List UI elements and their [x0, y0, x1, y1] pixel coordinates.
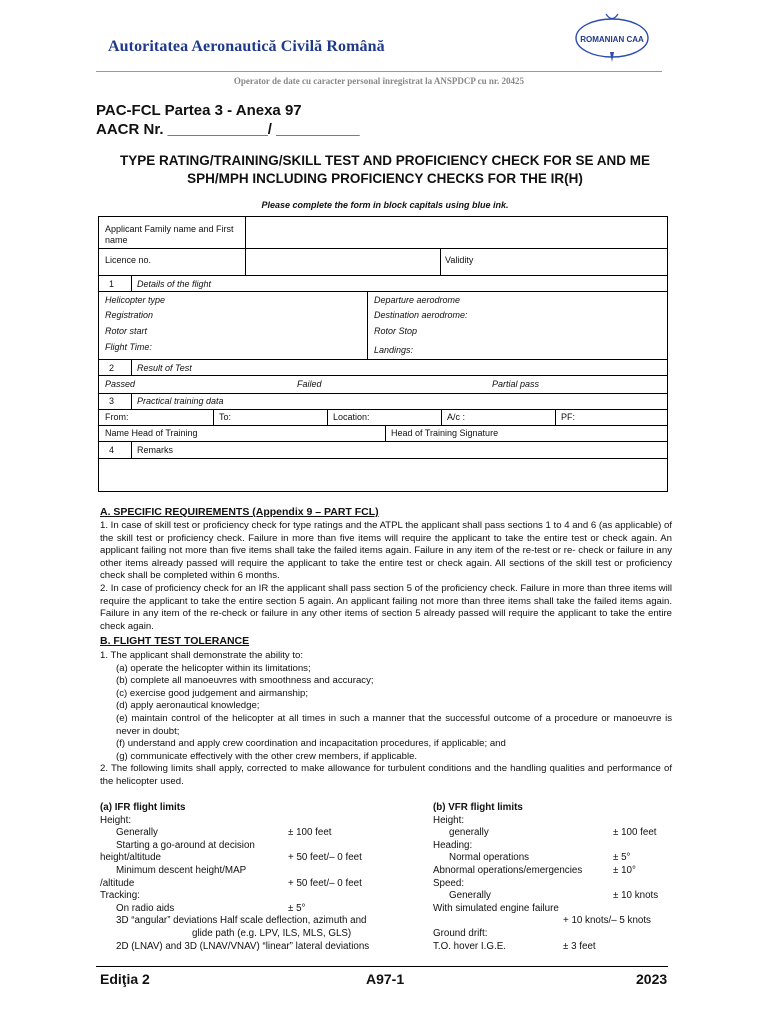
section-b-intro: 1. The applicant shall demonstrate the ability to:: [100, 650, 304, 661]
ifr-goaround-label: Starting a go-around at decision: [116, 839, 255, 851]
ifr-linear-label: 2D (LNAV) and 3D (LNAV/VNAV) “linear” lateral deviations: [116, 940, 370, 952]
title-line-2: SPH/MPH INCLUDING PROFICIENCY CHECKS FOR THE IR(H): [187, 171, 583, 186]
vfr-normal-ops-value: ± 5°: [613, 852, 631, 864]
ifr-generally-value: ± 100 feet: [288, 827, 332, 839]
section-3-title: Practical training data: [137, 396, 224, 406]
aircraft-label: A/c :: [447, 412, 466, 422]
to-label: To:: [219, 412, 232, 422]
tolerance-item-g: (g) communicate effectively with the other crew members, if applicable.: [116, 750, 418, 762]
validity-label: Validity: [445, 255, 474, 265]
helicopter-type-label: Helicopter type: [105, 295, 166, 305]
partial-pass-option[interactable]: Partial pass: [492, 379, 540, 389]
form-instruction: Please complete the form in block capitals using blue ink.: [261, 200, 509, 210]
vfr-abnormal-ops-label: Abnormal operations/emergencies: [433, 864, 583, 876]
passed-option[interactable]: Passed: [105, 379, 136, 389]
tolerance-item-c: (c) exercise good judgement and airmanship;: [116, 687, 308, 699]
document-code: PAC-FCL Partea 3 - Anexa 97: [96, 102, 302, 119]
section-4-number: 4: [109, 445, 115, 455]
page-title: [96, 152, 674, 188]
vfr-engine-failure-label: With simulated engine failure: [433, 902, 559, 914]
section-a-paragraph-1: 1. In case of skill test or proficiency check for type ratings and the ATPL the applicant shall pass sections 1 to 4 and 6 (as applicable) of the skill test or proficiency check. Failure in more than five items will require the applicant to take the entire test or check again. An applicant failing not more than five items shall take the failed items again. Failure in any item of the re-test or re- check or failure in any other items already passed will require the applicant to take the entire test or check again. All sections of the skill test or proficiency check shall be completed within 6 months.: [100, 520, 672, 582]
vfr-engine-failure-value: + 10 knots/– 5 knots: [563, 915, 651, 927]
tolerance-item-a: (a) operate the helicopter within its limitations;: [116, 662, 311, 674]
vfr-heading: (b) VFR flight limits: [433, 802, 523, 813]
location-label: Location:: [333, 412, 370, 422]
remarks-label: Remarks: [137, 445, 174, 455]
rotor-start-label: Rotor start: [105, 326, 148, 336]
section-b-paragraph-2: 2. The following limits shall apply, corrected to make allowance for turbulent conditions and the handling qualities and performance of the helicopter used.: [100, 763, 672, 787]
applicant-name-label: Applicant Family name and First name: [105, 224, 234, 245]
ifr-goaround-value: + 50 feet/– 0 feet: [288, 852, 362, 864]
tolerance-item-e: (e) maintain control of the helicopter at all times in such a manner that the successful outcome of a procedure or manoeuvre is never in doubt;: [116, 712, 672, 737]
from-label: From:: [105, 412, 129, 422]
aacr-number-line: AACR Nr. ____________/ __________: [96, 121, 360, 138]
section-3-number: 3: [109, 396, 115, 406]
edition-label: Ediţia 2: [100, 971, 150, 987]
ifr-height-label: Height:: [100, 814, 132, 826]
vfr-ground-drift-label: Ground drift:: [433, 927, 488, 939]
ifr-mdh-label-cont: /altitude: [100, 877, 135, 889]
section-2-title: Result of Test: [137, 363, 192, 373]
ifr-radio-aids-label: On radio aids: [116, 902, 175, 914]
pf-label: PF:: [561, 412, 576, 422]
vfr-generally-label: generally: [449, 827, 489, 839]
title-line-1: TYPE RATING/TRAINING/SKILL TEST AND PROFICIENCY CHECK FOR SE AND ME: [119, 153, 651, 168]
ifr-mdh-label: Minimum descent height/MAP: [116, 864, 247, 876]
vfr-normal-ops-label: Normal operations: [449, 852, 530, 864]
applicant-name-field[interactable]: [247, 218, 667, 247]
operator-note: Operator de date cu caracter personal înregistrat la ANSPDCP cu nr. 20425: [233, 76, 525, 86]
section-1-title: Details of the flight: [137, 279, 212, 289]
section-1-number: 1: [109, 279, 115, 289]
ifr-generally-label: Generally: [116, 827, 158, 839]
registration-label: Registration: [105, 310, 154, 320]
ifr-mdh-value: + 50 feet/– 0 feet: [288, 877, 362, 889]
failed-option[interactable]: Failed: [297, 379, 322, 389]
ifr-angular-label-cont: glide path (e.g. LPV, ILS, MLS, GLS): [192, 927, 352, 939]
ifr-limits: [100, 802, 424, 953]
tolerance-item-b: (b) complete all manoeuvres with smoothness and accuracy;: [116, 675, 374, 687]
section-a-body: [100, 520, 672, 633]
ifr-tracking-label: Tracking:: [100, 890, 140, 902]
organization-name: Autoritatea Aeronautică Civilă Română: [108, 38, 385, 55]
vfr-hover-label: T.O. hover I.G.E.: [433, 940, 506, 952]
head-of-training-signature-label: Head of Training Signature: [391, 428, 499, 438]
vfr-speed-label: Speed:: [433, 877, 465, 889]
section-a-paragraph-2: 2. In case of proficiency check for an IR the applicant shall pass section 5 of the proficiency check. Failure in more than three items will require the applicant to take the entire section 5 again. An applicant failing not more than three items shall take the failed items again. Failure in any item of the re-check or failure in any other items of section 5 already passed will require the applicant to take the entire check again.: [100, 582, 672, 632]
document-code-block: [96, 101, 360, 139]
section-b-body: [100, 650, 672, 789]
header-divider: [96, 71, 662, 72]
departure-aerodrome-label: Departure aerodrome: [374, 295, 461, 305]
rotor-stop-label: Rotor Stop: [374, 326, 418, 336]
footer-divider: [96, 966, 668, 967]
name-head-of-training-label: Name Head of Training: [105, 428, 198, 438]
tolerance-item-f: (f) understand and apply crew coordination and incapacitation procedures, if applicable; and: [116, 738, 506, 750]
section-2-number: 2: [109, 363, 115, 373]
romanian-caa-logo: [566, 8, 658, 76]
remarks-field[interactable]: [100, 459, 666, 491]
vfr-heading-label: Heading:: [433, 839, 473, 851]
flight-time-label: Flight Time:: [105, 342, 152, 352]
vfr-hover-value: ± 3 feet: [563, 940, 596, 952]
svg-text:ROMANIAN CAA: ROMANIAN CAA: [580, 35, 644, 44]
licence-label: Licence no.: [105, 255, 152, 265]
vfr-height-label: Height:: [433, 814, 465, 826]
year-label: 2023: [636, 971, 668, 987]
tolerance-item-d: (d) apply aeronautical knowledge;: [116, 700, 260, 712]
applicant-form: [98, 216, 668, 492]
ifr-heading: (a) IFR flight limits: [100, 802, 186, 813]
landings-label: Landings:: [374, 345, 414, 355]
ifr-radio-aids-value: ± 5°: [288, 902, 306, 914]
section-b-heading: B. FLIGHT TEST TOLERANCE: [100, 635, 250, 647]
vfr-speed-generally-value: ± 10 knots: [613, 890, 659, 902]
vfr-limits: [433, 802, 668, 953]
vfr-generally-value: ± 100 feet: [613, 827, 657, 839]
vfr-abnormal-ops-value: ± 10°: [613, 864, 636, 876]
ifr-goaround-label-cont: height/altitude: [100, 852, 162, 864]
destination-aerodrome-label: Destination aerodrome:: [374, 310, 468, 320]
ifr-angular-label: 3D “angular” deviations Half scale deflection, azimuth and: [116, 915, 367, 927]
section-a-heading: A. SPECIFIC REQUIREMENTS (Appendix 9 – PART FCL): [100, 506, 379, 518]
page-number: A97-1: [366, 971, 405, 987]
vfr-speed-generally-label: Generally: [449, 890, 491, 902]
